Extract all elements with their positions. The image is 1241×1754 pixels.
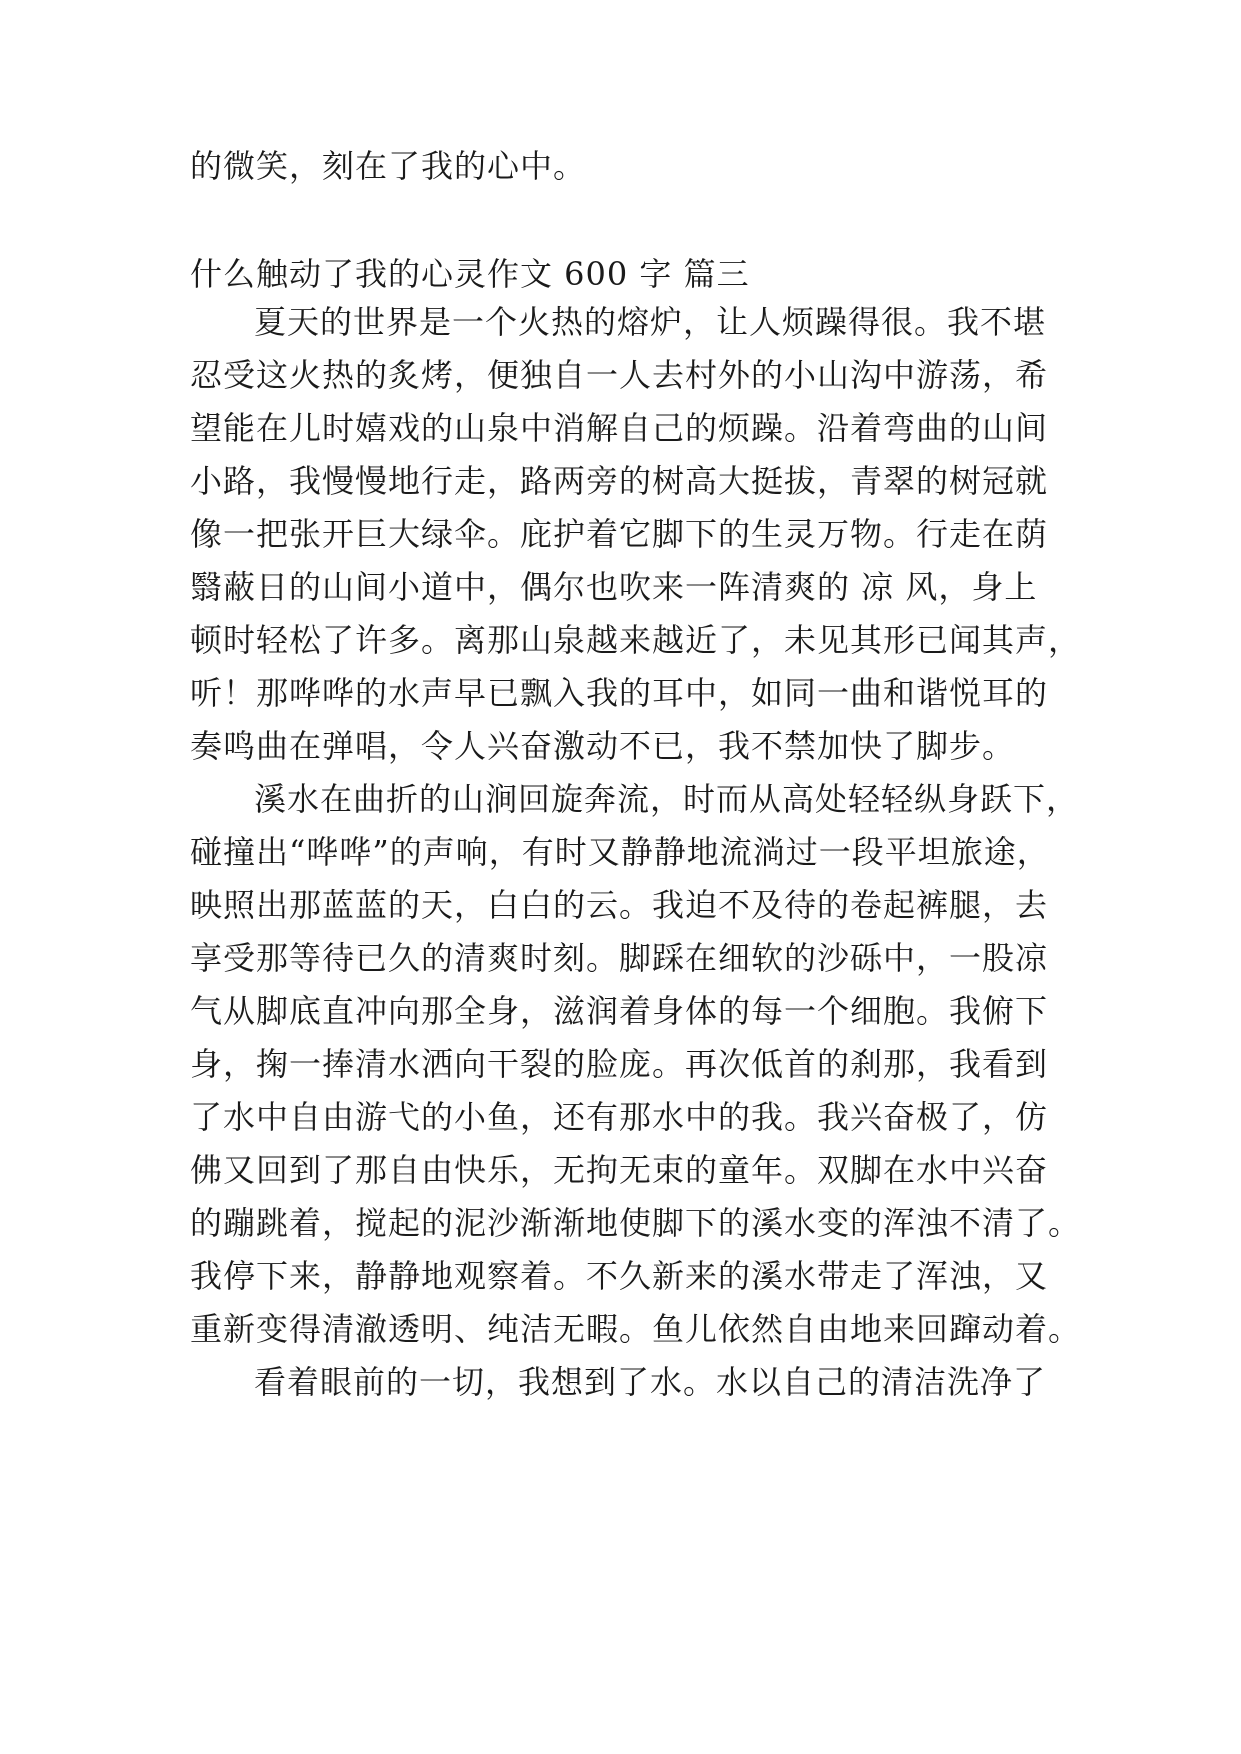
paragraph-1-line-7: 顿时轻松了许多。离那山泉越来越近了，未见其形已闻其声， [190,621,1082,659]
paragraph-2-line-11: 重新变得清澈透明、纯洁无暇。鱼儿依然自由地来回蹿动着。 [190,1310,1082,1348]
paragraph-2-line-2: 碰撞出“哗哗”的声响，有时又静静地流淌过一段平坦旅途， [190,833,1050,871]
paragraph-1-line-5: 像一把张开巨大绿伞。庇护着它脚下的生灵万物。行走在荫 [190,515,1049,553]
paragraph-1-line-4: 小路，我慢慢地行走，路两旁的树高大挺拔，青翠的树冠就 [190,462,1049,500]
paragraph-1-line-8: 听！那哗哗的水声早已飘入我的耳中，如同一曲和谐悦耳的 [190,674,1049,712]
paragraph-3-line-1: 看着眼前的一切，我想到了水。水以自己的清洁洗净了 [254,1363,1047,1401]
paragraph-2-line-6: 身，掬一捧清水洒向干裂的脸庞。再次低首的刹那，我看到 [190,1045,1049,1083]
paragraph-2-line-3: 映照出那蓝蓝的天，白白的云。我迫不及待的卷起裤腿，去 [190,886,1049,924]
paragraph-2-line-10: 我停下来，静静地观察着。不久新来的溪水带走了浑浊，又 [190,1257,1049,1295]
paragraph-2-line-5: 气从脚底直冲向那全身，滋润着身体的每一个细胞。我俯下 [190,992,1049,1030]
intro-tail-line: 的微笑，刻在了我的心中。 [190,147,587,185]
paragraph-1-line-1: 夏天的世界是一个火热的熔炉，让人烦躁得很。我不堪 [254,303,1047,341]
paragraph-2-line-4: 享受那等待已久的清爽时刻。脚踩在细软的沙砾中，一股凉 [190,939,1049,977]
paragraph-1-line-6: 翳蔽日的山间小道中，偶尔也吹来一阵清爽的 凉 风，身上 [190,568,1038,606]
paragraph-1-line-2: 忍受这火热的炙烤，便独自一人去村外的小山沟中游荡，希 [190,356,1049,394]
paragraph-2-line-7: 了水中自由游弋的小鱼，还有那水中的我。我兴奋极了，仿 [190,1098,1049,1136]
paragraph-2-line-8: 佛又回到了那自由快乐，无拘无束的童年。双脚在水中兴奋 [190,1151,1049,1189]
paragraph-1-line-9: 奏鸣曲在弹唱，令人兴奋激动不已，我不禁加快了脚步。 [190,727,1016,765]
paragraph-2-line-1: 溪水在曲折的山涧回旋奔流，时而从高处轻轻纵身跃下， [254,780,1080,818]
paragraph-1-line-3: 望能在儿时嬉戏的山泉中消解自己的烦躁。沿着弯曲的山间 [190,409,1049,447]
paragraph-2-line-9: 的蹦跳着，搅起的泥沙渐渐地使脚下的溪水变的浑浊不清了。 [190,1204,1082,1242]
section-heading: 什么触动了我的心灵作文 600 字 篇三 [190,255,750,293]
